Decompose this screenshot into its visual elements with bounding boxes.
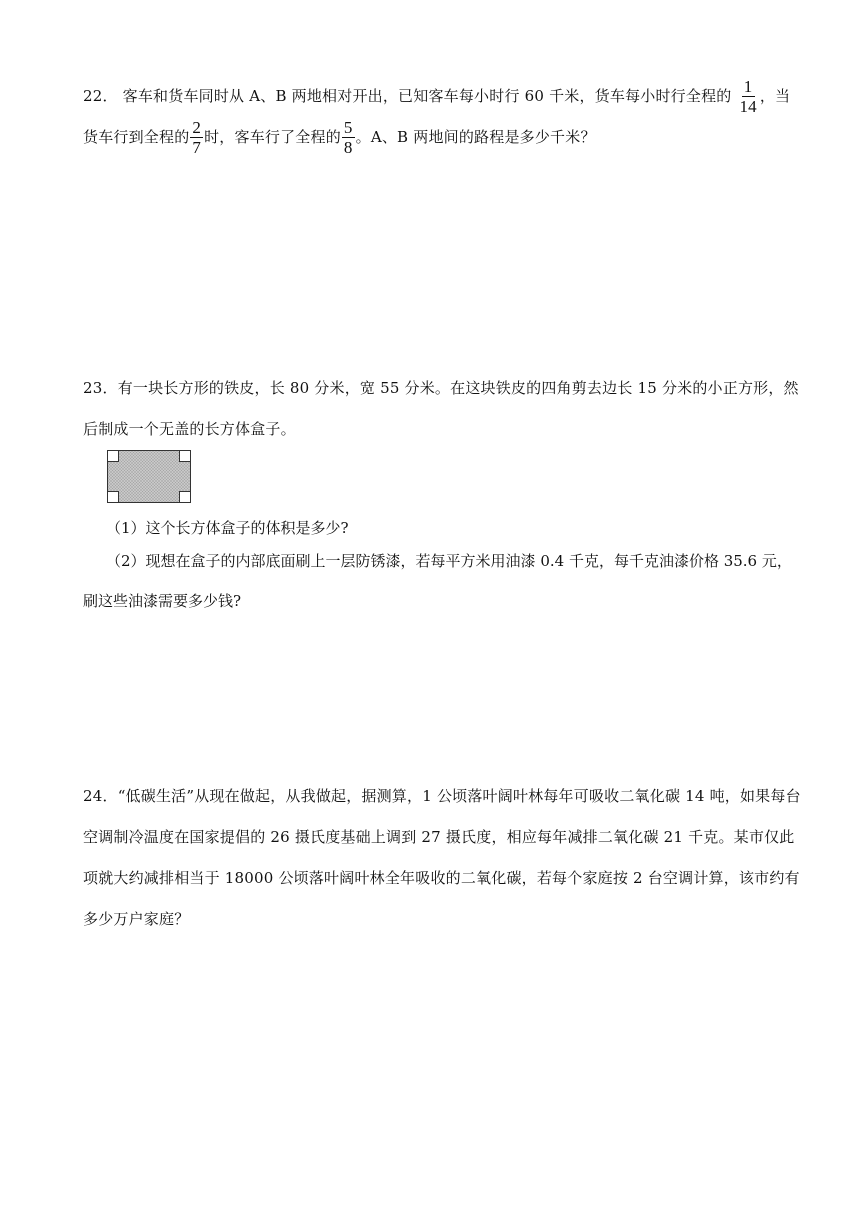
question-23-sub-2-continued: 刷这些油漆需要多少钱? [83,592,242,610]
question-24-line-3: 项就大约减排相当于 18000 公顷落叶阔叶林全年吸收的二氧化碳，若每个家庭按 2 台空调计算，该市约有 [83,869,800,887]
fraction-numerator: 2 [192,117,202,137]
fraction-denominator: 14 [739,96,757,116]
question-text: 客车和货车同时从 A、B 两地相对开出，已知客车每小时行 60 千米，货车每小时行全程的 [122,87,732,105]
question-23-sub-1: （1）这个长方体盒子的体积是多少? [106,519,349,537]
fraction-denominator: 8 [343,137,353,157]
question-24-line-4: 多少万户家庭？ [83,910,190,928]
question-number: 23． [83,379,118,397]
question-number: 24． [83,787,118,805]
question-24 [83,776,810,940]
question-text: 后制成一个无盖的长方体盒子。 [83,420,296,438]
question-24-line-2: 空调制冷温度在国家提倡的 26 摄氏度基础上调到 27 摄氏度，相应每年减排二氧化碳 21 千克。某市仅此 [83,828,795,846]
question-23 [83,368,810,450]
fraction-2-7 [190,118,203,157]
corner-square-bottom-left [108,492,119,503]
question-text: 有一块长方形的铁皮，长 80 分米，宽 55 分米。在这块铁皮的四角剪去边长 15 分米的小正方形，然 [117,379,799,397]
corner-square-top-left [108,451,119,462]
fraction-numerator: 5 [343,117,353,137]
fraction-denominator: 7 [192,137,202,157]
question-23-sub-2: （2）现想在盒子的内部底面刷上一层防锈漆，若每平方米用油漆 0.4 千克，每千克油漆价格 35.6 元， [106,552,792,570]
question-number: 22． [83,87,118,105]
question-22 [83,76,810,158]
fraction-numerator: 1 [743,76,753,96]
fraction-1-14 [737,77,758,116]
question-24-line-1 [83,776,810,817]
corner-square-top-right [180,451,191,462]
question-23-line-1 [83,368,810,409]
fraction-5-8 [342,118,355,157]
question-text: ，当 [759,87,791,105]
question-text: “低碳生活”从现在做起，从我做起，据测算，1 公顷落叶阔叶林每年可吸收二氧化碳 14 吨，如果每台 [117,787,801,805]
question-text: 。A、B 两地间的路程是多少千米？ [355,128,596,146]
question-text: 时，客车行了全程的 [204,128,341,146]
question-22-line-1 [83,76,810,117]
question-23-line-2 [83,409,810,450]
sheet-metal-figure [107,450,191,503]
corner-square-bottom-right [180,492,191,503]
question-text: 货车行到全程的 [83,128,190,146]
metal-sheet-rect [108,451,191,503]
question-22-line-2 [83,117,810,158]
